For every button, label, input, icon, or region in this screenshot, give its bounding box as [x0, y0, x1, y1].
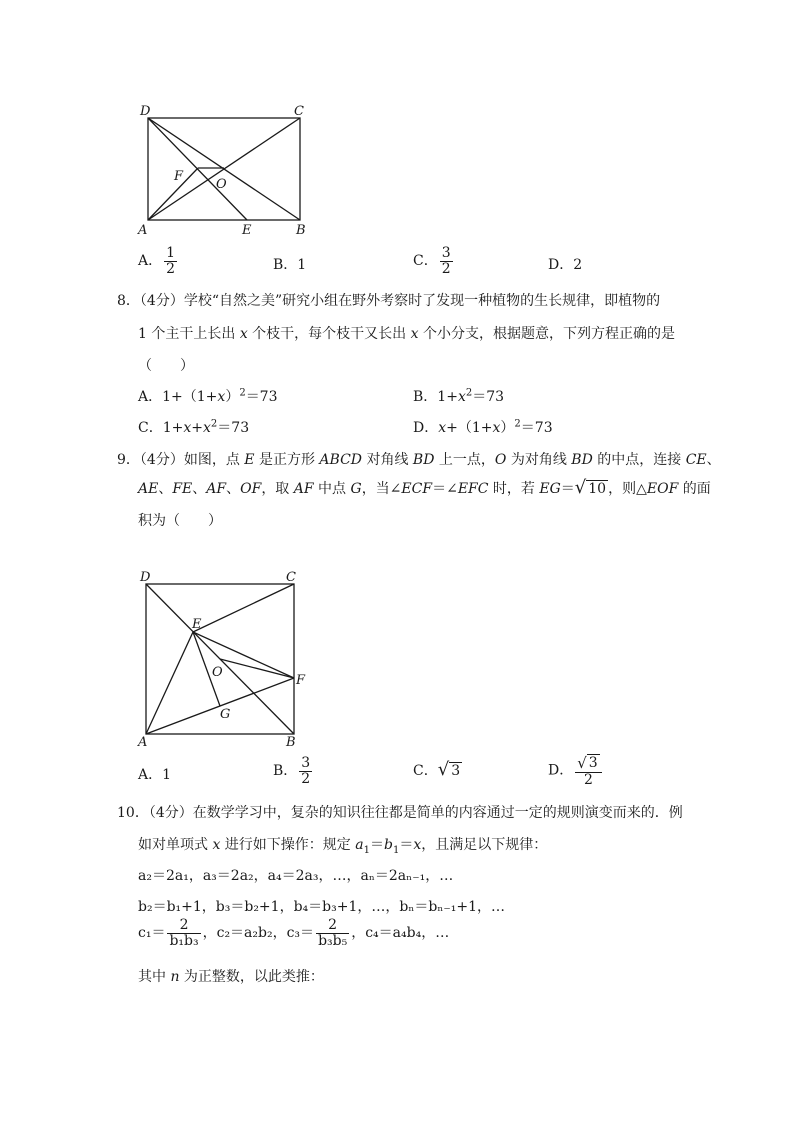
- fig2-label-g: G: [220, 707, 231, 722]
- sqrt-radicand: 3: [588, 755, 598, 771]
- q8-option-d-text: +（1+: [446, 420, 493, 436]
- q10-text: 为正整数，以此类推：: [179, 969, 324, 985]
- q10-frac-2: [316, 918, 349, 948]
- fig2-label-d: D: [140, 570, 151, 585]
- q8-option-b-text: ＝73: [472, 389, 505, 405]
- q9-var: CE: [685, 452, 707, 468]
- q9-text: ，取: [261, 481, 294, 497]
- q8-option-c-text: +: [191, 420, 203, 436]
- fig1-label-f: F: [174, 169, 184, 184]
- q9-text: 为对角线: [506, 452, 572, 468]
- q9-line-1: [117, 449, 721, 469]
- q9-text: 中点: [313, 481, 351, 497]
- frac-den: b₁b₃: [169, 932, 199, 949]
- q9-option-a-val: 1: [162, 767, 172, 783]
- line-ef: [193, 632, 294, 678]
- q8-exp: 2: [465, 387, 473, 399]
- q9-var: EG: [539, 481, 561, 497]
- q10-line-2: [138, 834, 547, 856]
- q8-option-a-text: ）: [225, 389, 240, 405]
- q9-text: 的中点，连接: [592, 452, 686, 468]
- q9-text: 的面: [678, 481, 711, 497]
- fig2-label-o: O: [212, 665, 223, 680]
- q10-text: ＝: [399, 837, 414, 853]
- q7-option-a-label: A．: [138, 253, 163, 270]
- q7-option-b-val: 1: [297, 257, 307, 273]
- q7-option-d-val: 2: [573, 257, 583, 273]
- q9-text: 、: [158, 481, 173, 497]
- q8-option-a-label: A．: [138, 389, 163, 405]
- q10-text: ，c₄＝a₄b₄，…: [351, 925, 450, 942]
- frac-den: b₃b₅: [318, 932, 348, 949]
- q8-option-d-label: D．: [413, 420, 439, 436]
- frac-num: √ 3: [577, 754, 598, 773]
- q9-var: AF: [206, 481, 227, 497]
- q10-text: 进行如下操作：规定: [220, 837, 356, 853]
- frac-num: 3: [301, 755, 311, 771]
- q8-option-c-text: ＝73: [217, 420, 250, 436]
- line-ef-a: [148, 168, 198, 220]
- q10-line-6: [138, 966, 324, 986]
- fig1-label-o: O: [216, 177, 227, 192]
- frac-num: 3: [441, 245, 451, 261]
- fig1-label-c: C: [294, 104, 304, 119]
- q10-var: a: [355, 837, 364, 853]
- q8-var-x: x: [457, 389, 466, 405]
- q8-option-a-text: 1+（1+: [162, 389, 218, 405]
- q9-option-b-frac: [299, 756, 312, 786]
- q8-exp: 2: [210, 418, 218, 430]
- q7-option-c-label: C．: [413, 253, 438, 270]
- frac-den: 2: [584, 771, 593, 788]
- q8-option-b[interactable]: [413, 386, 504, 406]
- q10-sub: 1: [363, 844, 370, 856]
- q9-text: 、: [226, 481, 241, 497]
- q9-option-c-label: C．: [413, 763, 438, 779]
- q9-text: ＝: [560, 481, 575, 497]
- q9-text: ＝∠: [432, 481, 458, 497]
- q9-option-d-label: D．: [548, 762, 574, 779]
- q9-option-b-label: B．: [273, 763, 298, 780]
- q9-option-d-frac: [575, 754, 601, 787]
- q8-option-d[interactable]: [413, 417, 553, 437]
- q9-sqrt: √ 10: [574, 477, 607, 498]
- q8-exp: 2: [514, 418, 521, 430]
- q9-var: O: [494, 452, 507, 468]
- q8-var-x: x: [203, 420, 211, 436]
- q10-line-1: 10．（4分）在数学学习中，复杂的知识往往都是简单的内容通过一定的规则演变而来的．例: [117, 805, 683, 821]
- q9-text: 9．（4分）如图，点: [117, 452, 245, 468]
- q8-line-1: 8．（4分）学校“自然之美”研究小组在野外考察时了发现一种植物的生长规律，即植物的: [117, 293, 661, 309]
- q9-var: AE: [138, 481, 159, 497]
- fig1-label-d: D: [140, 104, 151, 119]
- q10-var: x: [413, 837, 422, 853]
- q9-text: 、: [706, 452, 721, 468]
- q10-line-4: b₂＝b₁+1，b₃＝b₂+1，b₄＝b₃+1，…，bₙ＝bₙ₋₁+1，…: [138, 899, 506, 915]
- q9-sqrt-radicand: 10: [588, 480, 607, 497]
- q8-var-x: x: [239, 326, 248, 342]
- q9-var: ECF: [401, 481, 433, 497]
- frac-num: 2: [179, 917, 189, 933]
- q8-option-d-text: ）: [500, 420, 515, 436]
- q7-option-a[interactable]: [138, 246, 179, 276]
- q8-var-x: x: [438, 420, 447, 436]
- q9-line-2: [138, 478, 711, 498]
- q9-line-3: 积为（ ）: [138, 513, 222, 529]
- q8-option-b-label: B．: [413, 389, 438, 405]
- q10-sub: 1: [392, 844, 400, 856]
- fig1-label-b: B: [296, 223, 306, 238]
- q9-option-c[interactable]: [413, 760, 462, 780]
- q7-option-b[interactable]: [273, 254, 306, 274]
- q9-option-d[interactable]: [548, 754, 604, 787]
- fig2-label-f: F: [296, 673, 306, 688]
- fig2-label-b: B: [286, 735, 296, 750]
- frac-den: 2: [301, 770, 311, 787]
- line-ce: [193, 584, 294, 632]
- q10-var: n: [170, 969, 180, 985]
- q10-text: 其中: [138, 969, 171, 985]
- q8-option-c[interactable]: [138, 417, 249, 437]
- q9-var: EFC: [457, 481, 489, 497]
- q9-option-a-label: A．: [138, 767, 163, 783]
- q10-text: c₁＝: [138, 925, 166, 942]
- q9-var: ABCD: [319, 452, 363, 468]
- q10-line-5: [138, 918, 449, 948]
- q9-text: 、: [192, 481, 207, 497]
- frac-den: 2: [166, 260, 176, 277]
- q10-text: 如对单项式: [138, 837, 213, 853]
- q9-text: 是正方形: [254, 452, 320, 468]
- q7-option-c-frac: [440, 246, 453, 276]
- q8-exp: 2: [239, 387, 246, 399]
- q8-line-3: （ ）: [138, 358, 194, 374]
- q7-option-a-frac: [164, 246, 177, 276]
- q9-text: 上一点，: [434, 452, 495, 468]
- q8-option-d-text: ＝73: [520, 420, 553, 436]
- q8-option-b-text: 1+: [437, 389, 458, 405]
- q10-text: ，且满足以下规律：: [421, 837, 548, 853]
- q9-var: AF: [293, 481, 314, 497]
- q8-option-c-text: 1+: [162, 420, 184, 436]
- q9-option-c-sqrt: √ 3: [437, 759, 461, 780]
- q9-var: G: [350, 481, 362, 497]
- sqrt-radicand: 3: [451, 762, 461, 779]
- q9-var: E: [244, 452, 255, 468]
- q8-var-x: x: [217, 389, 226, 405]
- q8-option-c-label: C．: [138, 420, 163, 436]
- q9-text: 时，若: [488, 481, 540, 497]
- q8-var-x: x: [410, 326, 419, 342]
- frac-num: 1: [166, 245, 176, 261]
- q9-var: FE: [172, 481, 193, 497]
- fig1-label-e: E: [242, 223, 252, 238]
- fig1-label-a: A: [138, 223, 148, 238]
- q8-line-2: [138, 323, 675, 343]
- q9-var: BD: [571, 452, 593, 468]
- q10-frac-1: [167, 918, 200, 948]
- q7-option-d[interactable]: [548, 254, 582, 274]
- q8-text: 个枝干，每个枝干又长出: [247, 326, 411, 342]
- fig2-label-e: E: [192, 617, 202, 632]
- frac-den: 2: [441, 260, 451, 277]
- frac-num: 2: [328, 917, 338, 933]
- q7-option-d-label: D．: [548, 257, 574, 273]
- q8-var-x: x: [183, 420, 192, 436]
- q9-option-a[interactable]: [138, 764, 171, 784]
- q9-text: ，当∠: [361, 481, 402, 497]
- q9-var: EOF: [646, 481, 679, 497]
- q7-option-c[interactable]: [413, 246, 455, 276]
- q10-text: ，c₂＝a₂b₂，c₃＝: [202, 925, 315, 942]
- fig2-label-c: C: [286, 570, 296, 585]
- q10-text: ＝: [370, 837, 384, 853]
- figure-square: [132, 566, 312, 750]
- q8-text: 个小分支，根据题意，下列方程正确的是: [418, 326, 675, 342]
- q8-option-a[interactable]: [138, 386, 278, 406]
- q9-text: ，则△: [608, 481, 647, 497]
- q9-text: 对角线: [362, 452, 413, 468]
- figure-rectangle: [130, 100, 320, 240]
- q9-option-b[interactable]: [273, 756, 314, 786]
- q8-var-x: x: [492, 420, 501, 436]
- q9-var: BD: [412, 452, 435, 468]
- q9-var: OF: [240, 481, 262, 497]
- q7-option-b-label: B．: [273, 257, 298, 273]
- q10-var: b: [384, 837, 393, 853]
- q10-var: x: [212, 837, 221, 853]
- q8-option-a-text: ＝73: [245, 389, 278, 405]
- fig2-label-a: A: [138, 735, 148, 750]
- q10-line-3: a₂＝2a₁，a₃＝2a₂，a₄＝2a₃，…，aₙ＝2aₙ₋₁，…: [138, 868, 454, 884]
- q8-text: 1 个主干上长出: [138, 326, 240, 342]
